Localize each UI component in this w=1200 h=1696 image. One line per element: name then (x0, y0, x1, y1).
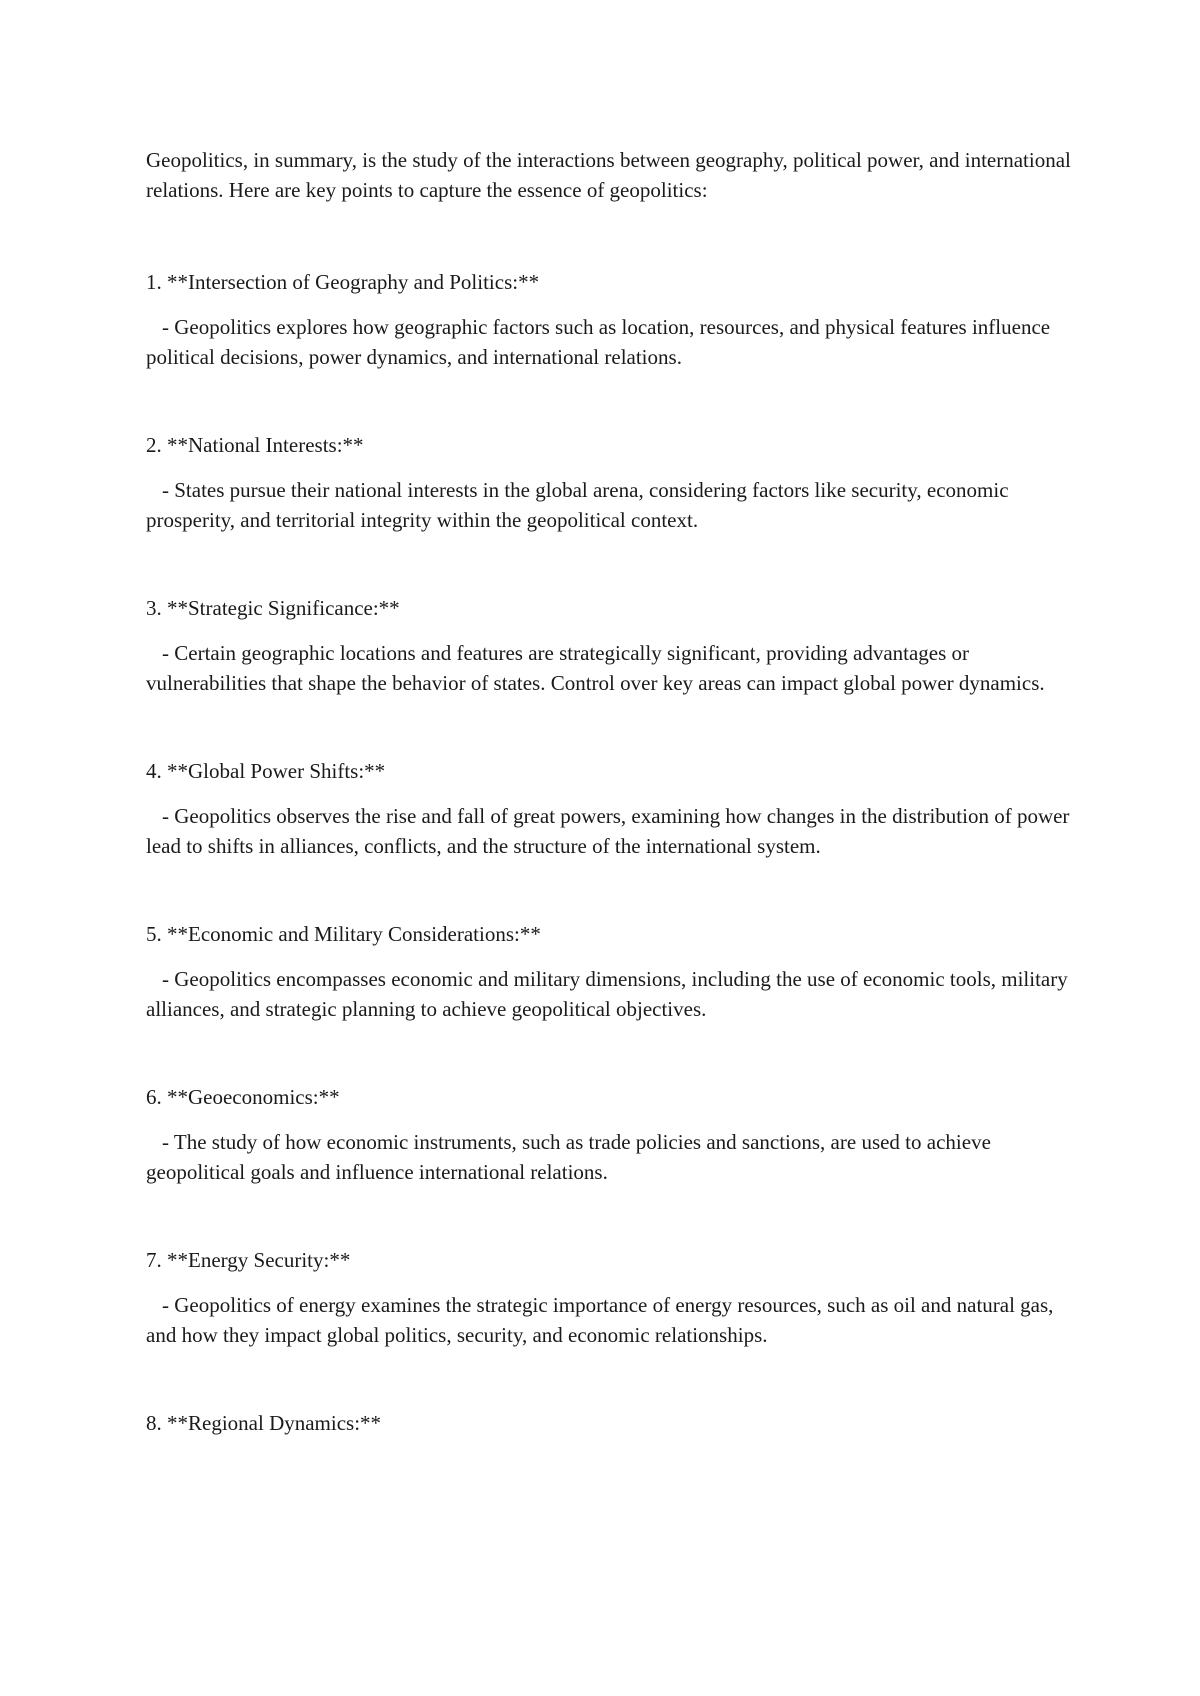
section-heading: 2. **National Interests:** (146, 433, 364, 457)
section-heading: 1. **Intersection of Geography and Politics:** (146, 270, 540, 294)
section-heading: 5. **Economic and Military Considerations:** (146, 922, 541, 946)
section-heading: 7. **Energy Security:** (146, 1248, 351, 1272)
section-body: - Geopolitics observes the rise and fall of great powers, examining how changes in the distribution of power lead to shifts in alliances, conflicts, and the structure of the international system. (146, 804, 1075, 858)
section-body: - Certain geographic locations and features are strategically significant, providing advantages or vulnerabilities that shape the behavior of states. Control over key areas can impact global power dynamics. (146, 641, 1045, 695)
section-2 (146, 430, 1076, 535)
section-5 (146, 919, 1076, 1024)
intro-paragraph: Geopolitics, in summary, is the study of the interactions between geography, political power, and international relations. Here are key points to capture the essence of geopolitics: (146, 148, 1077, 202)
section-4 (146, 756, 1076, 861)
section-1 (146, 267, 1076, 372)
section-body: - States pursue their national interests in the global arena, considering factors like security, economic prosperity, and territorial integrity within the geopolitical context. (146, 478, 1014, 532)
section-body: - Geopolitics encompasses economic and military dimensions, including the use of economic tools, military alliances, and strategic planning to achieve geopolitical objectives. (146, 967, 1073, 1021)
section-body: - Geopolitics explores how geographic factors such as location, resources, and physical features influence political decisions, power dynamics, and international relations. (146, 315, 1056, 369)
section-body: - Geopolitics of energy examines the strategic importance of energy resources, such as oil and natural gas, and how they impact global politics, security, and economic relationships. (146, 1293, 1059, 1347)
section-6 (146, 1082, 1076, 1187)
section-heading: 8. **Regional Dynamics:** (146, 1411, 382, 1435)
section-8 (146, 1408, 1076, 1438)
section-3 (146, 593, 1076, 698)
document-page (146, 145, 1076, 1496)
section-heading: 6. **Geoeconomics:** (146, 1085, 340, 1109)
section-body: - The study of how economic instruments, such as trade policies and sanctions, are used to achieve geopolitical goals and influence international relations. (146, 1130, 997, 1184)
section-7 (146, 1245, 1076, 1350)
section-heading: 4. **Global Power Shifts:** (146, 759, 386, 783)
section-heading: 3. **Strategic Significance:** (146, 596, 400, 620)
